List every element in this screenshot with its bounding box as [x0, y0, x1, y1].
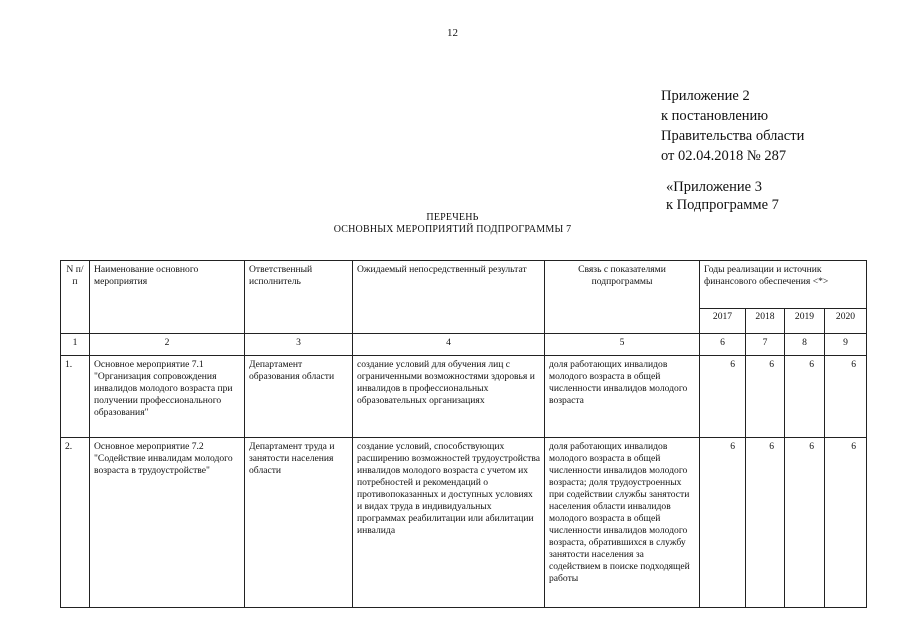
row-value-2019: 6 — [785, 438, 825, 608]
row-value-2018: 6 — [746, 438, 785, 608]
table-row — [61, 356, 867, 438]
column-number-row — [61, 334, 867, 356]
row-value-2020: 6 — [825, 356, 867, 438]
row-responsible: Департамент труда и занятости населения области — [245, 438, 353, 608]
column-number: 3 — [245, 334, 353, 356]
header-result: Ожидаемый непосредственный результат — [353, 261, 545, 334]
row-result: создание условий, способствующих расширению возможностей трудоустройства инвалидов молодого возраста с учетом их потребностей и рекомендаций о противопоказанных и доступных условиях и видах труда в индивидуальных программах реабилитации или абилитации инвалида — [353, 438, 545, 608]
column-number: 1 — [61, 334, 90, 356]
header-link: Связь с показателями подпрограммы — [545, 261, 700, 334]
sub-appendix-line: к Подпрограмме 7 — [666, 197, 779, 213]
header-num: N п/п — [61, 261, 90, 334]
header-year-2018: 2018 — [746, 308, 785, 333]
row-name: Основное мероприятие 7.1 "Организация сопровождения инвалидов молодого возраста при получении профессионального образования" — [90, 356, 245, 438]
column-number: 8 — [785, 334, 825, 356]
row-value-2017: 6 — [700, 356, 746, 438]
row-link: доля работающих инвалидов молодого возраста в общей численности инвалидов молодого возраста — [545, 356, 700, 438]
sub-appendix-block — [666, 178, 779, 214]
header-responsible: Ответственный исполнитель — [245, 261, 353, 334]
appendix-line: к постановлению — [661, 108, 769, 124]
title-line-2: ОСНОВНЫХ МЕРОПРИЯТИЙ ПОДПРОГРАММЫ 7 — [333, 224, 572, 235]
column-number: 9 — [825, 334, 867, 356]
header-year-2017: 2017 — [700, 308, 746, 333]
title-line-1: ПЕРЕЧЕНЬ — [426, 212, 479, 223]
column-number: 4 — [353, 334, 545, 356]
header-year-2020: 2020 — [825, 308, 867, 333]
sub-appendix-line: «Приложение 3 — [666, 179, 762, 195]
column-number: 5 — [545, 334, 700, 356]
row-result: создание условий для обучения лиц с ограниченными возможностями здоровья и инвалидов в профессиональных образовательных организациях — [353, 356, 545, 438]
appendix-block — [661, 86, 804, 166]
header-name: Наименование основного мероприятия — [90, 261, 245, 334]
row-value-2017: 6 — [700, 438, 746, 608]
measures-table — [60, 260, 867, 608]
row-link: доля работающих инвалидов молодого возраста в общей численности инвалидов молодого возраста; доля трудоустроенных при содействии службы занятости населения области инвалидов молодого возраста в общей численности инвалидов молодого возраста, обратившихся в службу занятости населения за содействием в поиске подходящей работы — [545, 438, 700, 608]
row-name: Основное мероприятие 7.2 "Содействие инвалидам молодого возраста в трудоустройстве" — [90, 438, 245, 608]
table-row — [61, 438, 867, 608]
row-num: 2. — [61, 438, 90, 608]
header-year-2019: 2019 — [785, 308, 825, 333]
column-number: 2 — [90, 334, 245, 356]
page-number: 12 — [447, 27, 458, 39]
row-num: 1. — [61, 356, 90, 438]
appendix-line: Приложение 2 — [661, 88, 750, 104]
column-number: 7 — [746, 334, 785, 356]
appendix-line: Правительства области — [661, 128, 805, 144]
appendix-line: от 02.04.2018 № 287 — [661, 148, 787, 164]
column-number: 6 — [700, 334, 746, 356]
document-title — [0, 212, 905, 236]
row-value-2018: 6 — [746, 356, 785, 438]
row-value-2019: 6 — [785, 356, 825, 438]
row-responsible: Департамент образования области — [245, 356, 353, 438]
row-value-2020: 6 — [825, 438, 867, 608]
header-years-title: Годы реализации и источник финансового обеспечения <*> — [700, 261, 867, 309]
